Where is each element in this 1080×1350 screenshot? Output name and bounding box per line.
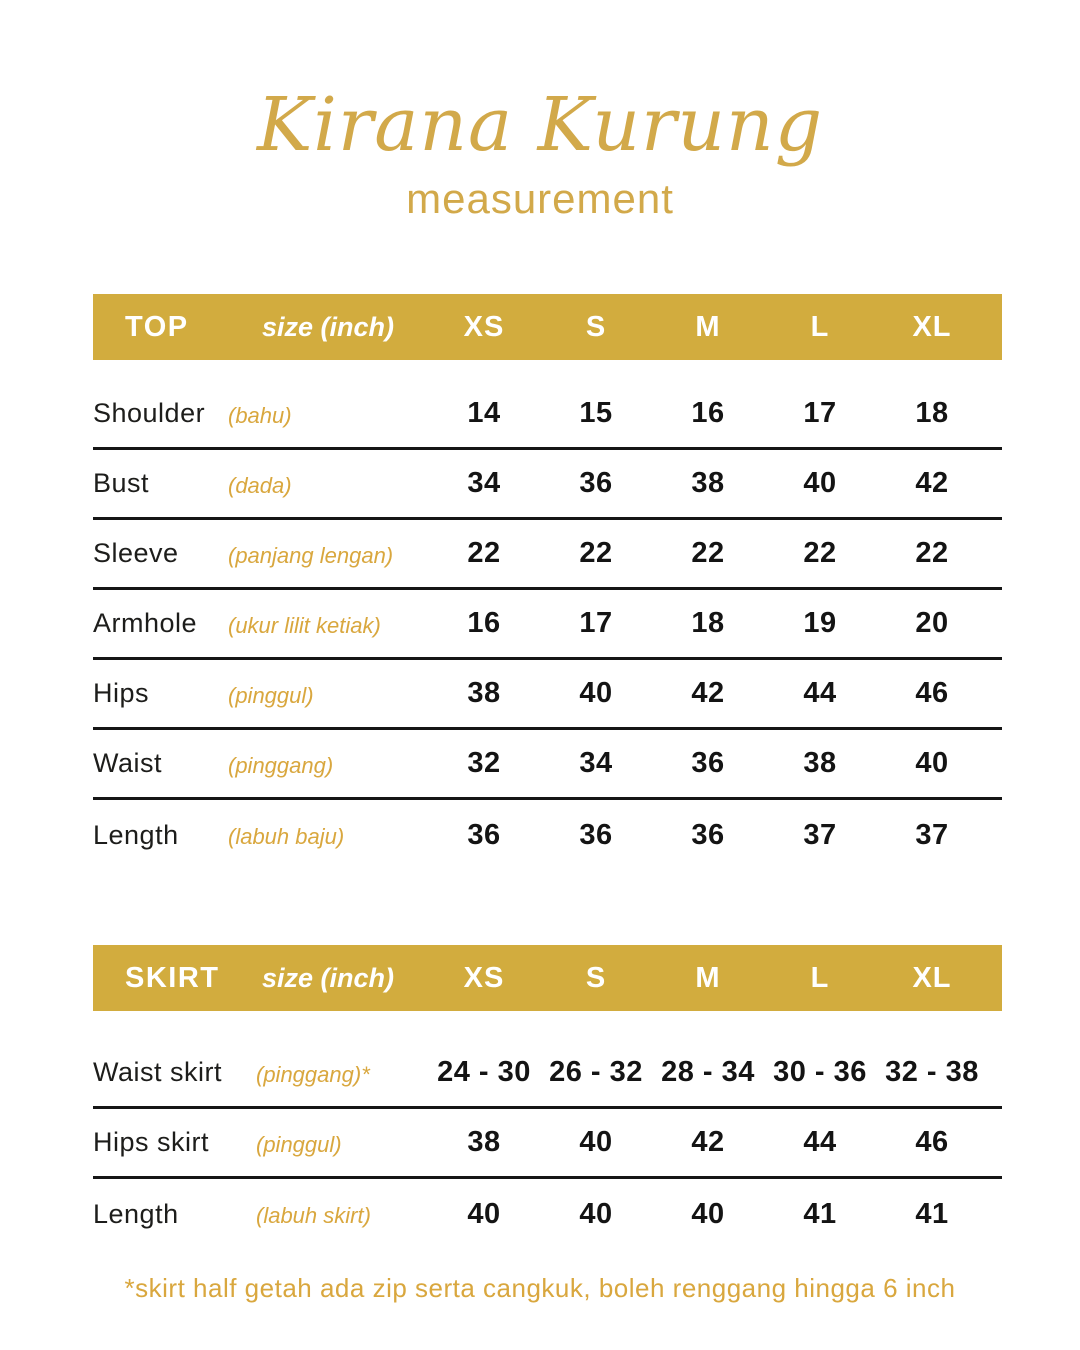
size-column-l: L xyxy=(810,310,830,343)
size-column-xl: XL xyxy=(912,961,952,994)
footnote: *skirt half getah ada zip serta cangkuk, boleh renggang hingga 6 inch xyxy=(124,1273,956,1303)
value-cell: 28 - 34 xyxy=(661,1056,755,1088)
value-cell: 22 xyxy=(467,537,501,569)
measurement-row xyxy=(93,1109,1002,1179)
value-cell: 20 xyxy=(915,607,949,639)
value-cell: 41 xyxy=(915,1197,949,1230)
value-cell: 36 xyxy=(691,747,725,779)
row-sublabel: (dada) xyxy=(228,472,292,498)
measurement-row xyxy=(93,450,1002,520)
row-label: Shoulder xyxy=(93,398,206,428)
value-cell: 40 xyxy=(579,1126,613,1158)
value-cell: 40 xyxy=(579,677,613,709)
value-cell: 15 xyxy=(579,397,613,429)
value-cell: 22 xyxy=(579,537,613,569)
value-cell: 36 xyxy=(467,818,501,851)
value-cell: 46 xyxy=(915,677,949,709)
size-column-xl: XL xyxy=(912,310,952,343)
value-cell: 18 xyxy=(915,397,949,429)
value-cell: 32 - 38 xyxy=(885,1056,979,1088)
row-sublabel: (pinggul) xyxy=(256,1131,342,1157)
measurement-row xyxy=(93,730,1002,800)
row-sublabel: (labuh skirt) xyxy=(256,1203,371,1228)
value-cell: 22 xyxy=(691,537,725,569)
value-cell: 42 xyxy=(915,467,949,499)
value-cell: 37 xyxy=(803,818,837,851)
measurement-row xyxy=(93,660,1002,730)
value-cell: 14 xyxy=(467,397,501,429)
value-cell: 36 xyxy=(579,818,613,851)
value-cell: 41 xyxy=(803,1197,837,1230)
value-cell: 26 - 32 xyxy=(549,1056,643,1088)
value-cell: 32 xyxy=(467,747,501,779)
value-cell: 24 - 30 xyxy=(437,1056,531,1088)
measurement-row xyxy=(93,800,1002,870)
row-sublabel: (bahu) xyxy=(228,402,292,428)
size-column-m: M xyxy=(695,310,721,343)
value-cell: 38 xyxy=(467,1126,501,1158)
value-cell: 40 xyxy=(467,1197,501,1230)
size-column-s: S xyxy=(585,961,607,994)
value-cell: 42 xyxy=(691,1126,725,1158)
value-cell: 40 xyxy=(691,1197,725,1230)
page-subtitle: measurement xyxy=(406,175,674,222)
row-label: Armhole xyxy=(93,608,198,638)
value-cell: 37 xyxy=(915,818,949,851)
value-cell: 30 - 36 xyxy=(773,1056,867,1088)
size-column-xs: XS xyxy=(463,961,505,994)
measurement-row xyxy=(93,380,1002,450)
value-cell: 38 xyxy=(467,677,501,709)
value-cell: 42 xyxy=(691,677,725,709)
row-label: Bust xyxy=(93,468,150,498)
value-cell: 40 xyxy=(915,747,949,779)
row-label: Hips xyxy=(93,678,150,708)
value-cell: 22 xyxy=(803,537,837,569)
row-sublabel: (labuh baju) xyxy=(228,824,345,849)
value-cell: 17 xyxy=(579,607,613,639)
skirt-measurement-table xyxy=(93,945,1002,1249)
value-cell: 18 xyxy=(691,607,725,639)
brand-header xyxy=(0,0,1080,220)
value-cell: 17 xyxy=(803,397,837,429)
size-column-l: L xyxy=(810,961,830,994)
size-column-xs: XS xyxy=(463,310,505,343)
value-cell: 46 xyxy=(915,1126,949,1158)
row-label: Waist xyxy=(93,748,162,778)
value-cell: 36 xyxy=(691,818,725,851)
value-cell: 38 xyxy=(803,747,837,779)
size-column-s: S xyxy=(585,310,607,343)
row-sublabel: (pinggang) xyxy=(228,752,334,778)
unit-label: size (inch) xyxy=(261,311,395,342)
value-cell: 34 xyxy=(467,467,501,499)
value-cell: 22 xyxy=(915,537,949,569)
value-cell: 16 xyxy=(467,607,501,639)
top-measurement-table xyxy=(93,294,1002,870)
page-title: Kirana Kurung xyxy=(256,82,824,168)
value-cell: 44 xyxy=(803,677,837,709)
value-cell: 40 xyxy=(803,467,837,499)
unit-label: size (inch) xyxy=(261,962,395,993)
value-cell: 44 xyxy=(803,1126,837,1158)
value-cell: 38 xyxy=(691,467,725,499)
row-label: Hips skirt xyxy=(93,1127,210,1157)
measurement-row xyxy=(93,1179,1002,1249)
value-cell: 19 xyxy=(803,607,837,639)
table-header xyxy=(93,945,1002,1011)
measurement-row xyxy=(93,520,1002,590)
value-cell: 34 xyxy=(579,747,613,779)
table-name: TOP xyxy=(125,310,189,343)
table-name: SKIRT xyxy=(125,961,220,994)
row-sublabel: (panjang lengan) xyxy=(228,542,394,568)
row-label: Length xyxy=(93,819,179,850)
row-label: Waist skirt xyxy=(93,1057,222,1087)
table-rows xyxy=(93,360,1002,870)
measurement-row xyxy=(93,1039,1002,1109)
row-label: Length xyxy=(93,1198,179,1229)
measurement-row xyxy=(93,590,1002,660)
table-rows xyxy=(93,1011,1002,1249)
value-cell: 40 xyxy=(579,1197,613,1230)
size-column-m: M xyxy=(695,961,721,994)
row-label: Sleeve xyxy=(93,538,179,568)
row-sublabel: (pinggul) xyxy=(228,682,314,708)
row-sublabel: (pinggang)* xyxy=(256,1061,370,1087)
row-sublabel: (ukur lilit ketiak) xyxy=(228,612,381,638)
value-cell: 16 xyxy=(691,397,725,429)
table-header xyxy=(93,294,1002,360)
value-cell: 36 xyxy=(579,467,613,499)
